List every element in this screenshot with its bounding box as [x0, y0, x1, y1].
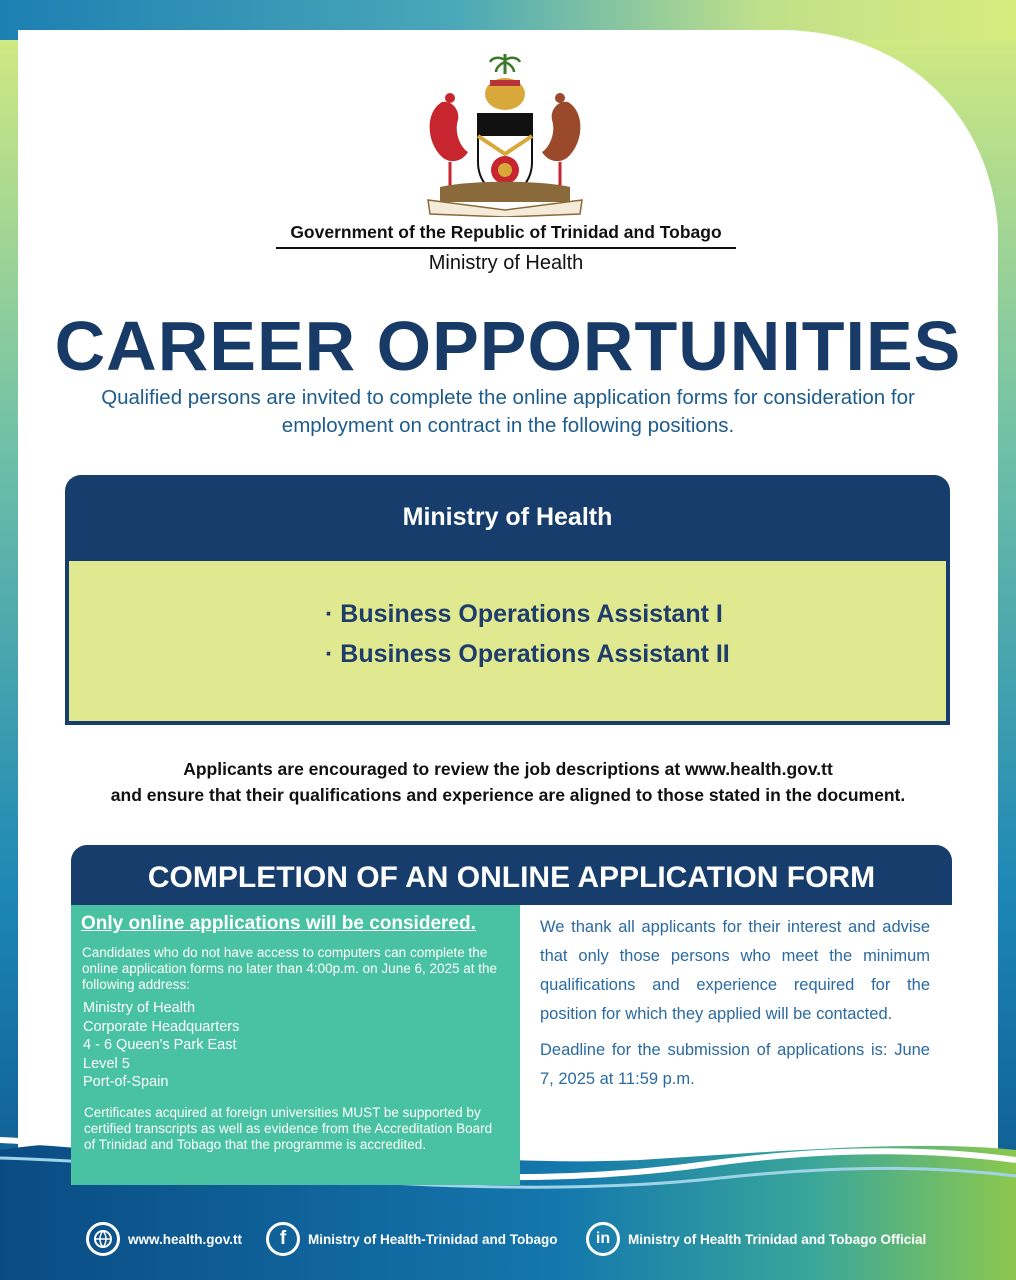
globe-icon: [86, 1222, 120, 1256]
coat-of-arms-icon: [420, 52, 590, 217]
address-line: 4 - 6 Queen's Park East: [83, 1037, 237, 1054]
facebook-icon: f: [266, 1222, 300, 1256]
website-link[interactable]: www.health.gov.tt: [128, 1231, 242, 1247]
address-block: [83, 999, 239, 1092]
facebook-link[interactable]: Ministry of Health-Trinidad and Tobago: [308, 1231, 558, 1247]
footer-website[interactable]: [86, 1218, 242, 1260]
address-line: Corporate Headquarters: [83, 1018, 240, 1035]
footer-facebook[interactable]: [266, 1218, 558, 1260]
positions-box-heading: Ministry of Health: [402, 503, 613, 531]
online-only-notice: Only online applications will be considered.: [81, 913, 476, 934]
review-note-line: Applicants are encouraged to review the job descriptions at www.health.gov.tt: [183, 759, 833, 779]
thanks-text: We thank all applicants for their interest and advise that only those persons who meet the minimum qualifications and experience required for the position for which they applied will be contacted.: [540, 918, 930, 1023]
certificates-text: Certificates acquired at foreign universities MUST be supported by certified transcripts as well as evidence from the Accreditation Board of Trinidad and Tobago that the programme is accredited.: [84, 1105, 493, 1152]
review-note-line: and ensure that their qualifications and experience are aligned to those stated in the document.: [110, 785, 906, 805]
address-line: Ministry of Health: [83, 1000, 196, 1016]
intro-text: Qualified persons are invited to complete the online application forms for consideration for employment on contract in the following positions.: [101, 386, 915, 437]
completion-heading: COMPLETION OF AN ONLINE APPLICATION FORM: [71, 845, 952, 905]
footer-linkedin[interactable]: [586, 1218, 926, 1260]
government-heading: Government of the Republic of Trinidad and Tobago: [276, 222, 736, 249]
address-line: Port-of-Spain: [83, 1074, 169, 1091]
globe-icon-svg: [93, 1229, 113, 1249]
position-title: Business Operations Assistant I: [340, 600, 723, 628]
linkedin-icon: in: [586, 1222, 620, 1256]
ministry-subheading: Ministry of Health: [428, 252, 584, 274]
review-note: [60, 756, 956, 808]
linkedin-link[interactable]: Ministry of Health Trinidad and Tobago Official: [628, 1231, 927, 1247]
page-title: CAREER OPPORTUNITIES: [54, 307, 962, 385]
address-line: Level 5: [83, 1055, 130, 1072]
position-item: · Business Operations Assistant II: [325, 640, 730, 668]
position-item: · Business Operations Assistant I: [325, 600, 723, 628]
position-title: Business Operations Assistant II: [340, 640, 730, 668]
no-access-text: Candidates who do not have access to computers can complete the online application forms no later than 4:00p.m. on June 6, 2025 at the following address:: [82, 945, 498, 992]
deadline-text: Deadline for the submission of applications is: June 7, 2025 at 11:59 p.m.: [540, 1041, 930, 1088]
